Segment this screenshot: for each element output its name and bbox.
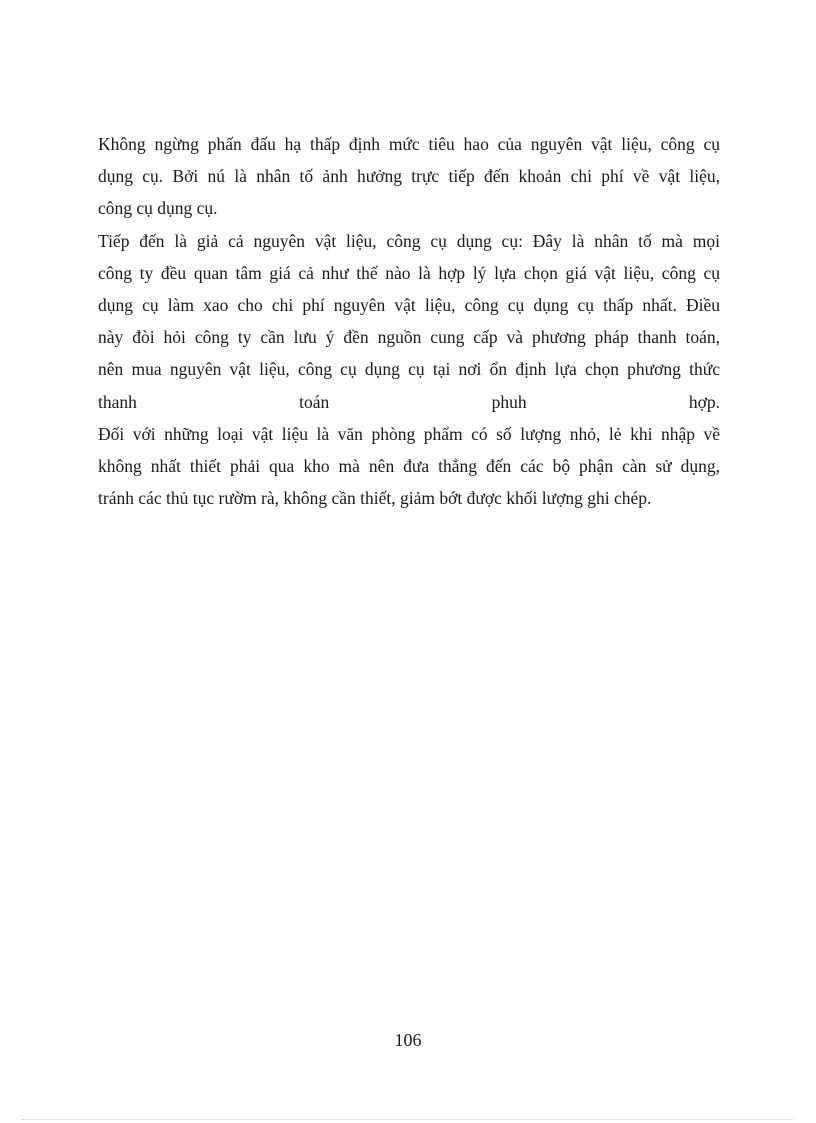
text-line: công cụ dụng cụ. <box>98 198 218 219</box>
text-line: Đối với những loại vật liệu là văn phòng phẩm có số lượng nhỏ, lẻ khi nhập về <box>98 423 720 444</box>
text-line: Không ngừng phấn đấu hạ thấp định mức tiêu hao của nguyên vật liệu, công cụ <box>98 134 720 154</box>
text-line: dụng cụ làm xao cho chi phí nguyên vật liệu, công cụ dụng cụ thấp nhất. Điều <box>98 295 720 316</box>
text-line: công ty đều quan tâm giá cả như thế nào là hợp lý lựa chọn giá vật liệu, công cụ <box>98 262 720 283</box>
text-line: nên mua nguyên vật liệu, công cụ dụng cụ tại nơi ổn định lựa chọn phương thức <box>98 359 720 380</box>
body-text <box>98 128 720 514</box>
text-line: này đòi hỏi công ty cần lưu ý đền nguồn cung cấp và phương pháp thanh toán, <box>98 327 720 348</box>
text-line: tránh các thủ tục rườm rà, không cần thiết, giảm bớt được khối lượng ghi chép. <box>98 488 652 509</box>
text-line: thanh toán phuh hợp. <box>98 391 720 412</box>
page-bottom-divider <box>22 1119 794 1120</box>
text-line: không nhất thiết phải qua kho mà nên đưa thẳng đến các bộ phận càn sử dụng, <box>98 456 720 477</box>
paragraph-2 <box>98 225 720 418</box>
text-line: Tiếp đến là giả cả nguyên vật liệu, công cụ dụng cụ: Đây là nhân tố mà mọi <box>98 230 720 251</box>
text-line: dụng cụ. Bởi nú là nhân tố ảnh hưởng trực tiếp đến khoản chi phí về vật liệu, <box>98 166 720 187</box>
paragraph-1 <box>98 128 720 225</box>
paragraph-3 <box>98 418 720 515</box>
page-number: 106 <box>394 1030 422 1050</box>
